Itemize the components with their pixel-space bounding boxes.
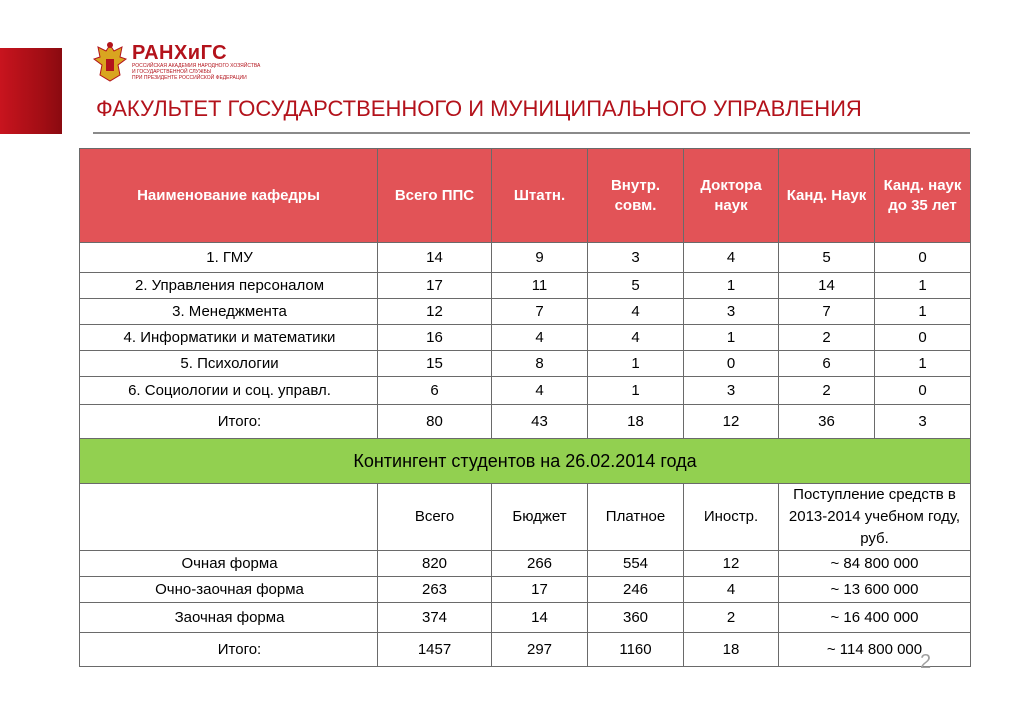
col-header-budget: Бюджет [492,484,588,551]
table-row [80,299,971,325]
table-cell: 4 [492,325,588,351]
table-cell: 3 [684,377,779,405]
table-cell: 4 [588,299,684,325]
col-header-internal: Внутр. совм. [588,149,684,243]
col-header-young-candidates: Канд. наук до 35 лет [875,149,971,243]
dept-name: 1. ГМУ [80,243,378,273]
table-row [80,243,971,273]
table-cell: 7 [779,299,875,325]
table-cell: 1160 [588,633,684,667]
table-cell: 1 [875,299,971,325]
table-cell: 266 [492,551,588,577]
table-cell: 16 [378,325,492,351]
table-cell: 2 [779,377,875,405]
study-form: Заочная форма [80,603,378,633]
students-banner: Контингент студентов на 26.02.2014 года [80,439,971,484]
col-header-staff: Штатн. [492,149,588,243]
table-cell: 14 [378,243,492,273]
table-cell: 1 [588,377,684,405]
departments-header-row [80,149,971,243]
table-cell: 11 [492,273,588,299]
table-row [80,377,971,405]
table-cell: 6 [378,377,492,405]
table-cell: 1 [588,351,684,377]
table-cell: 5 [779,243,875,273]
table-cell: 4 [684,577,779,603]
table-cell: 297 [492,633,588,667]
table-cell: 360 [588,603,684,633]
table-cell: 1457 [378,633,492,667]
table-cell: 36 [779,405,875,439]
table-cell: 18 [684,633,779,667]
table-cell: 3 [875,405,971,439]
table-cell: 3 [588,243,684,273]
table-cell: 374 [378,603,492,633]
table-cell: ~ 84 800 000 [779,551,971,577]
table-cell: 43 [492,405,588,439]
departments-total-row [80,405,971,439]
table-row [80,325,971,351]
table-cell: 14 [492,603,588,633]
table-cell: 4 [684,243,779,273]
table-cell: 1 [875,351,971,377]
title-divider [93,132,970,134]
table-cell: 263 [378,577,492,603]
table-cell: 8 [492,351,588,377]
table-cell: 17 [492,577,588,603]
table-cell: 12 [378,299,492,325]
total-label: Итого: [80,405,378,439]
logo [92,40,260,84]
dept-name: 6. Социологии и соц. управл. [80,377,378,405]
table-cell: 0 [684,351,779,377]
eagle-emblem-icon [92,41,128,83]
students-banner-row [80,439,971,484]
table-row [80,603,971,633]
table-row [80,351,971,377]
table-cell: 0 [875,377,971,405]
col-header-foreign: Иностр. [684,484,779,551]
page-title: ФАКУЛЬТЕТ ГОСУДАРСТВЕННОГО И МУНИЦИПАЛЬНОГО УПРАВЛЕНИЯ [96,96,862,121]
table-cell: 15 [378,351,492,377]
table-cell: ~ 13 600 000 [779,577,971,603]
logo-name: РАНХиГС [132,42,228,64]
table-cell: 1 [684,273,779,299]
logo-subtitle-3: ПРИ ПРЕЗИДЕНТЕ РОССИЙСКОЙ ФЕДЕРАЦИИ [132,75,247,81]
table-cell: 12 [684,405,779,439]
table-cell: 17 [378,273,492,299]
students-total-row [80,633,971,667]
table-cell: 246 [588,577,684,603]
table-row [80,273,971,299]
table-cell: ~ 16 400 000 [779,603,971,633]
table-cell: 1 [684,325,779,351]
table-cell: 3 [684,299,779,325]
col-header-income: Поступление средств в 2013-2014 учебном году, руб. [779,484,971,551]
dept-name: 4. Информатики и математики [80,325,378,351]
accent-bar [0,48,62,134]
col-header-form [80,484,378,551]
table-cell: 80 [378,405,492,439]
page-number: 2 [920,651,932,673]
total-label: Итого: [80,633,378,667]
table-cell: 9 [492,243,588,273]
table-cell: 554 [588,551,684,577]
table-cell: 6 [779,351,875,377]
table-cell: 2 [684,603,779,633]
table-cell: 5 [588,273,684,299]
table-cell: 7 [492,299,588,325]
table-cell: 14 [779,273,875,299]
students-header-row [80,484,971,551]
table-cell: 4 [588,325,684,351]
table-cell: 820 [378,551,492,577]
col-header-paid: Платное [588,484,684,551]
table-row [80,577,971,603]
col-header-all: Всего [378,484,492,551]
table-cell: ~ 114 800 000 [779,633,971,667]
study-form: Очная форма [80,551,378,577]
col-header-candidates: Канд. Наук [779,149,875,243]
table-row [80,551,971,577]
table-cell: 18 [588,405,684,439]
table-cell: 12 [684,551,779,577]
col-header-doctors: Доктора наук [684,149,779,243]
table-cell: 2 [779,325,875,351]
col-header-department: Наименование кафедры [80,149,378,243]
faculty-table [79,148,971,667]
dept-name: 5. Психологии [80,351,378,377]
dept-name: 3. Менеджмента [80,299,378,325]
table-cell: 0 [875,325,971,351]
table-cell: 0 [875,243,971,273]
dept-name: 2. Управления персоналом [80,273,378,299]
logo-subtitle-1: РОССИЙСКАЯ АКАДЕМИЯ НАРОДНОГО ХОЗЯЙСТВА [132,63,261,69]
table-cell: 4 [492,377,588,405]
table-cell: 1 [875,273,971,299]
col-header-total-staff: Всего ППС [378,149,492,243]
logo-subtitle-2: И ГОСУДАРСТВЕННОЙ СЛУЖБЫ [132,69,212,75]
study-form: Очно-заочная форма [80,577,378,603]
